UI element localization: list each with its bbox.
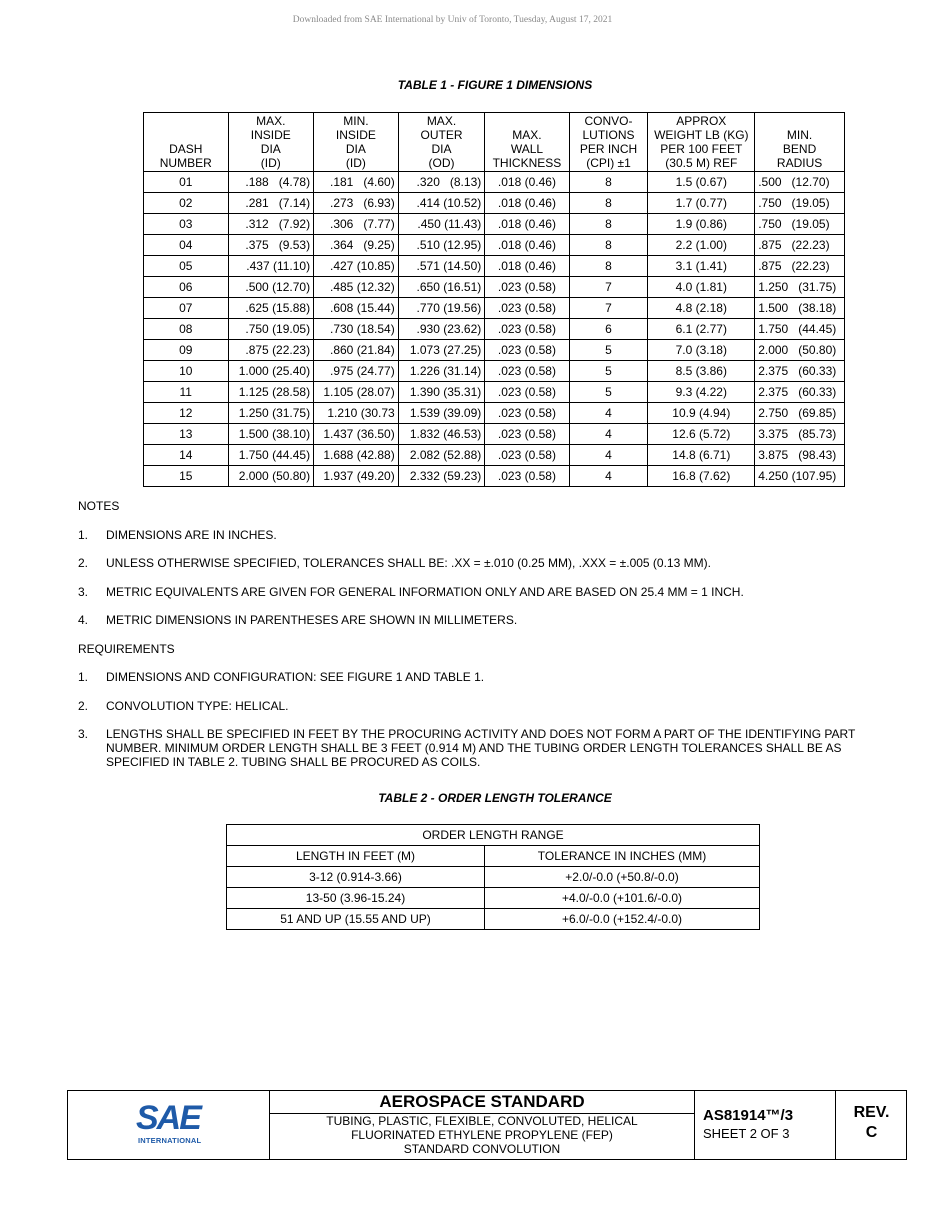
col-header-bend — [755, 113, 845, 172]
table-cell: 8.5 (3.86) — [648, 361, 755, 382]
table-cell: 2.750 (69.85) — [755, 403, 845, 424]
table-row — [227, 909, 760, 930]
table-cell: 2.082 (52.88) — [398, 445, 485, 466]
table-cell: 01 — [144, 172, 229, 193]
table-cell: 8 — [569, 235, 648, 256]
table-row — [144, 298, 845, 319]
table-cell: 02 — [144, 193, 229, 214]
col-header-tolerance: TOLERANCE IN INCHES (MM) — [485, 846, 760, 867]
table1-caption: TABLE 1 - FIGURE 1 DIMENSIONS — [397, 78, 593, 92]
requirement-text: DIMENSIONS AND CONFIGURATION: SEE FIGURE 1 AND TABLE 1. — [106, 670, 485, 684]
header-line: BEND — [782, 142, 817, 156]
header-line: MAX. — [512, 128, 542, 142]
table-cell: .750 (19.05) — [755, 193, 845, 214]
table-cell: .281 (7.14) — [228, 193, 314, 214]
header-line: THICKNESS — [492, 156, 562, 170]
table-cell: 3.875 (98.43) — [755, 445, 845, 466]
header-line: CONVO- — [584, 114, 633, 128]
table-cell: 7.0 (3.18) — [648, 340, 755, 361]
header-line: PER INCH — [579, 142, 638, 156]
standard-title: AEROSPACE STANDARD — [270, 1091, 694, 1114]
table-cell: .273 (6.93) — [314, 193, 399, 214]
table-row — [144, 256, 845, 277]
note-item — [78, 613, 898, 627]
table-cell: 5 — [569, 382, 648, 403]
table-cell: 2.000 (50.80) — [228, 466, 314, 487]
table-cell: .306 (7.77) — [314, 214, 399, 235]
table-cell: 2.375 (60.33) — [755, 361, 845, 382]
table-cell: .018 (0.46) — [485, 214, 569, 235]
table-cell: 7 — [569, 298, 648, 319]
col-header-cpi — [569, 113, 648, 172]
table-cell: .625 (15.88) — [228, 298, 314, 319]
table-cell: 2.000 (50.80) — [755, 340, 845, 361]
table-cell: 13 — [144, 424, 229, 445]
requirement-text: LENGTHS SHALL BE SPECIFIED IN FEET BY THE PROCURING ACTIVITY AND DOES NOT FORM A PART OF THE IDENTIFYING PART NUMBER. MINIMUM ORDER LENGTH SHALL BE 3 FEET (0.914 M) AND THE TUBING ORDER LENGTH TOLERANCES SHALL BE AS SPECIFIED IN TABLE 2. TUBING SHALL BE PROCURED AS COILS. — [106, 727, 856, 769]
sae-logo — [68, 1091, 269, 1159]
table-cell: 3.375 (85.73) — [755, 424, 845, 445]
header-line: INSIDE — [335, 128, 376, 142]
header-line: INSIDE — [250, 128, 291, 142]
revision-block — [835, 1091, 907, 1159]
table-cell: 9.3 (4.22) — [648, 382, 755, 403]
header-line: (CPI) ±1 — [586, 156, 631, 170]
table-cell: 1.688 (42.88) — [314, 445, 399, 466]
subtitle-line: TUBING, PLASTIC, FLEXIBLE, CONVOLUTED, HELICAL — [326, 1114, 638, 1128]
table-cell: .875 (22.23) — [228, 340, 314, 361]
table-cell: .023 (0.58) — [485, 424, 569, 445]
header-line: (ID) — [345, 156, 366, 170]
table-cell: .608 (15.44) — [314, 298, 399, 319]
table-cell: 1.250 (31.75) — [228, 403, 314, 424]
table-cell: .023 (0.58) — [485, 466, 569, 487]
table-cell: 1.073 (27.25) — [398, 340, 485, 361]
table-row — [144, 361, 845, 382]
table-cell: 1.125 (28.58) — [228, 382, 314, 403]
table-cell: 12 — [144, 403, 229, 424]
table-cell: 1.390 (35.31) — [398, 382, 485, 403]
table-row — [227, 867, 760, 888]
table-cell: .023 (0.58) — [485, 361, 569, 382]
note-text: METRIC EQUIVALENTS ARE GIVEN FOR GENERAL INFORMATION ONLY AND ARE BASED ON 25.4 MM = 1 INCH. — [106, 585, 744, 599]
header-line: APPROX — [676, 114, 727, 128]
table-cell: .375 (9.53) — [228, 235, 314, 256]
table-row — [144, 382, 845, 403]
table-cell: 08 — [144, 319, 229, 340]
table-cell: 51 AND UP (15.55 AND UP) — [227, 909, 485, 930]
note-item — [78, 556, 898, 570]
table-cell: .023 (0.58) — [485, 277, 569, 298]
table-cell: 1.937 (49.20) — [314, 466, 399, 487]
table-cell: 11 — [144, 382, 229, 403]
table-cell: 6 — [569, 319, 648, 340]
col-header-min-id — [314, 113, 399, 172]
order-length-group-row — [227, 825, 760, 846]
header-line: (30.5 M) REF — [665, 156, 738, 170]
requirement-number: 3. — [78, 727, 89, 741]
header-line: (OD) — [428, 156, 455, 170]
table-cell: .500 (12.70) — [755, 172, 845, 193]
table-cell: 1.437 (36.50) — [314, 424, 399, 445]
table-cell: .650 (16.51) — [398, 277, 485, 298]
table-cell: 1.500 (38.18) — [755, 298, 845, 319]
table-cell: .018 (0.46) — [485, 193, 569, 214]
table-cell: .018 (0.46) — [485, 235, 569, 256]
table-cell: 1.226 (31.14) — [398, 361, 485, 382]
table-cell: 1.539 (39.09) — [398, 403, 485, 424]
header-line: DIA — [345, 142, 366, 156]
table-cell: .450 (11.43) — [398, 214, 485, 235]
table-cell: 3.1 (1.41) — [648, 256, 755, 277]
table-cell: 2.2 (1.00) — [648, 235, 755, 256]
order-length-group-header: ORDER LENGTH RANGE — [227, 825, 760, 846]
requirement-text: CONVOLUTION TYPE: HELICAL. — [106, 699, 289, 713]
note-text: UNLESS OTHERWISE SPECIFIED, TOLERANCES SHALL BE: .XX = ±.010 (0.25 MM), .XXX = ±.005 (0.13 MM). — [106, 556, 711, 570]
col-header-wall — [485, 113, 569, 172]
table-cell: 1.7 (0.77) — [648, 193, 755, 214]
requirement-number: 1. — [78, 670, 89, 684]
table-cell: .023 (0.58) — [485, 319, 569, 340]
table-cell: 3-12 (0.914-3.66) — [227, 867, 485, 888]
header-line: DASH — [169, 142, 203, 156]
requirement-number: 2. — [78, 699, 89, 713]
table-cell: .571 (14.50) — [398, 256, 485, 277]
table-cell: +6.0/-0.0 (+152.4/-0.0) — [485, 909, 760, 930]
table-cell: .414 (10.52) — [398, 193, 485, 214]
table-cell: 1.9 (0.86) — [648, 214, 755, 235]
dimensions-table-body — [144, 172, 845, 487]
table-cell: 09 — [144, 340, 229, 361]
table-cell: .023 (0.58) — [485, 382, 569, 403]
table-cell: .730 (18.54) — [314, 319, 399, 340]
table-cell: .023 (0.58) — [485, 403, 569, 424]
table-cell: 14.8 (6.71) — [648, 445, 755, 466]
table-cell: 16.8 (7.62) — [648, 466, 755, 487]
note-number: 1. — [78, 528, 89, 542]
table-cell: 6.1 (2.77) — [648, 319, 755, 340]
sheet-number: SHEET 2 OF 3 — [703, 1126, 790, 1141]
table-row — [144, 277, 845, 298]
header-line: OUTER — [420, 128, 463, 142]
table-cell: 1.832 (46.53) — [398, 424, 485, 445]
table-cell: 1.750 (44.45) — [755, 319, 845, 340]
table-row — [144, 319, 845, 340]
header-line: MAX. — [256, 114, 286, 128]
table-cell: .023 (0.58) — [485, 445, 569, 466]
header-line: WALL — [510, 142, 544, 156]
table-cell: .312 (7.92) — [228, 214, 314, 235]
sae-logo-subtext: INTERNATIONAL — [138, 1136, 202, 1145]
note-number: 3. — [78, 585, 89, 599]
header-line: PER 100 FEET — [660, 142, 743, 156]
table-cell: 1.105 (28.07) — [314, 382, 399, 403]
table-cell: 4 — [569, 466, 648, 487]
header-line: DIA — [431, 142, 452, 156]
notes-heading: NOTES — [78, 499, 120, 513]
table-cell: .500 (12.70) — [228, 277, 314, 298]
table-cell: .437 (11.10) — [228, 256, 314, 277]
table-cell: +4.0/-0.0 (+101.6/-0.0) — [485, 888, 760, 909]
table-cell: 7 — [569, 277, 648, 298]
table-cell: 12.6 (5.72) — [648, 424, 755, 445]
col-header-max-id — [228, 113, 314, 172]
note-text: DIMENSIONS ARE IN INCHES. — [106, 528, 277, 542]
table-cell: 05 — [144, 256, 229, 277]
col-header-length: LENGTH IN FEET (M) — [227, 846, 485, 867]
order-length-table — [226, 824, 760, 930]
table-cell: .875 (22.23) — [755, 256, 845, 277]
table-cell: .485 (12.32) — [314, 277, 399, 298]
table-row — [227, 888, 760, 909]
header-line: RADIUS — [776, 156, 823, 170]
table-cell: 1.000 (25.40) — [228, 361, 314, 382]
table-cell: 4 — [569, 424, 648, 445]
table-cell: 8 — [569, 172, 648, 193]
table-cell: .975 (24.77) — [314, 361, 399, 382]
table-cell: .875 (22.23) — [755, 235, 845, 256]
header-line: MIN. — [786, 128, 813, 142]
standard-subtitle — [270, 1114, 694, 1156]
table-cell: 1.750 (44.45) — [228, 445, 314, 466]
table-cell: 15 — [144, 466, 229, 487]
table-cell: 1.5 (0.67) — [648, 172, 755, 193]
table-cell: 5 — [569, 361, 648, 382]
table-cell: 4.250 (107.95) — [755, 466, 845, 487]
table-cell: .018 (0.46) — [485, 172, 569, 193]
sae-logo-text: SAE — [136, 1099, 200, 1137]
table-cell: 10 — [144, 361, 229, 382]
table-cell: 10.9 (4.94) — [648, 403, 755, 424]
note-number: 4. — [78, 613, 89, 627]
table-cell: 8 — [569, 256, 648, 277]
table-cell: .770 (19.56) — [398, 298, 485, 319]
col-header-max-od — [398, 113, 485, 172]
title-block — [67, 1090, 907, 1160]
dimensions-header-row — [144, 113, 845, 172]
table-cell: .320 (8.13) — [398, 172, 485, 193]
col-header-weight — [648, 113, 755, 172]
table-cell: 8 — [569, 214, 648, 235]
header-line: LUTIONS — [582, 128, 635, 142]
table-row — [144, 466, 845, 487]
note-text: METRIC DIMENSIONS IN PARENTHESES ARE SHOWN IN MILLIMETERS. — [106, 613, 518, 627]
requirement-item — [78, 699, 898, 713]
note-number: 2. — [78, 556, 89, 570]
table-cell: 8 — [569, 193, 648, 214]
document-number-block — [694, 1091, 835, 1159]
requirement-item — [78, 727, 898, 769]
header-line: WEIGHT LB (KG) — [654, 128, 749, 142]
table-row — [144, 172, 845, 193]
table-row — [144, 235, 845, 256]
table-cell: 04 — [144, 235, 229, 256]
table-cell: .750 (19.05) — [755, 214, 845, 235]
revision-label: REV. — [853, 1104, 890, 1121]
table-cell: 4 — [569, 445, 648, 466]
subtitle-line: STANDARD CONVOLUTION — [403, 1142, 561, 1156]
table-cell: 13-50 (3.96-15.24) — [227, 888, 485, 909]
header-line: MIN. — [343, 114, 369, 128]
table2-caption: TABLE 2 - ORDER LENGTH TOLERANCE — [378, 791, 612, 805]
table-cell: 1.210 (30.73 — [314, 403, 399, 424]
table-cell: 1.500 (38.10) — [228, 424, 314, 445]
header-line: NUMBER — [159, 156, 212, 170]
order-length-header-row — [227, 846, 760, 867]
table-cell: .188 (4.78) — [228, 172, 314, 193]
note-item — [78, 528, 898, 542]
table-cell: 14 — [144, 445, 229, 466]
table-cell: .860 (21.84) — [314, 340, 399, 361]
header-line: DIA — [260, 142, 281, 156]
revision-value: C — [865, 1124, 878, 1141]
table-row — [144, 214, 845, 235]
table-row — [144, 193, 845, 214]
table-row — [144, 403, 845, 424]
download-note: Downloaded from SAE International by Univ of Toronto, Tuesday, August 17, 2021 — [292, 15, 613, 25]
table-cell: 1.250 (31.75) — [755, 277, 845, 298]
table-cell: 07 — [144, 298, 229, 319]
table-row — [144, 445, 845, 466]
header-line: (ID) — [260, 156, 281, 170]
subtitle-line: FLUORINATED ETHYLENE PROPYLENE (FEP) — [351, 1128, 613, 1142]
table-cell: 5 — [569, 340, 648, 361]
table-cell: .930 (23.62) — [398, 319, 485, 340]
table-cell: .023 (0.58) — [485, 340, 569, 361]
table-cell: .364 (9.25) — [314, 235, 399, 256]
requirements-heading: REQUIREMENTS — [78, 642, 175, 656]
col-header-dash — [144, 113, 229, 172]
table-cell: 2.332 (59.23) — [398, 466, 485, 487]
table-cell: .018 (0.46) — [485, 256, 569, 277]
table-cell: 4.0 (1.81) — [648, 277, 755, 298]
table-cell: .750 (19.05) — [228, 319, 314, 340]
table-row — [144, 424, 845, 445]
table-cell: .427 (10.85) — [314, 256, 399, 277]
table-cell: 03 — [144, 214, 229, 235]
table-cell: .510 (12.95) — [398, 235, 485, 256]
table-cell: 4 — [569, 403, 648, 424]
note-item — [78, 585, 898, 599]
document-number: AS81914™/3 — [703, 1107, 794, 1124]
table-row — [144, 340, 845, 361]
title-block-description — [269, 1091, 694, 1159]
requirement-item — [78, 670, 898, 684]
table-cell: +2.0/-0.0 (+50.8/-0.0) — [485, 867, 760, 888]
table-cell: .023 (0.58) — [485, 298, 569, 319]
dimensions-table — [143, 112, 845, 487]
table-cell: 06 — [144, 277, 229, 298]
table-cell: 2.375 (60.33) — [755, 382, 845, 403]
table-cell: 4.8 (2.18) — [648, 298, 755, 319]
table-cell: .181 (4.60) — [314, 172, 399, 193]
header-line: MAX. — [426, 114, 457, 128]
